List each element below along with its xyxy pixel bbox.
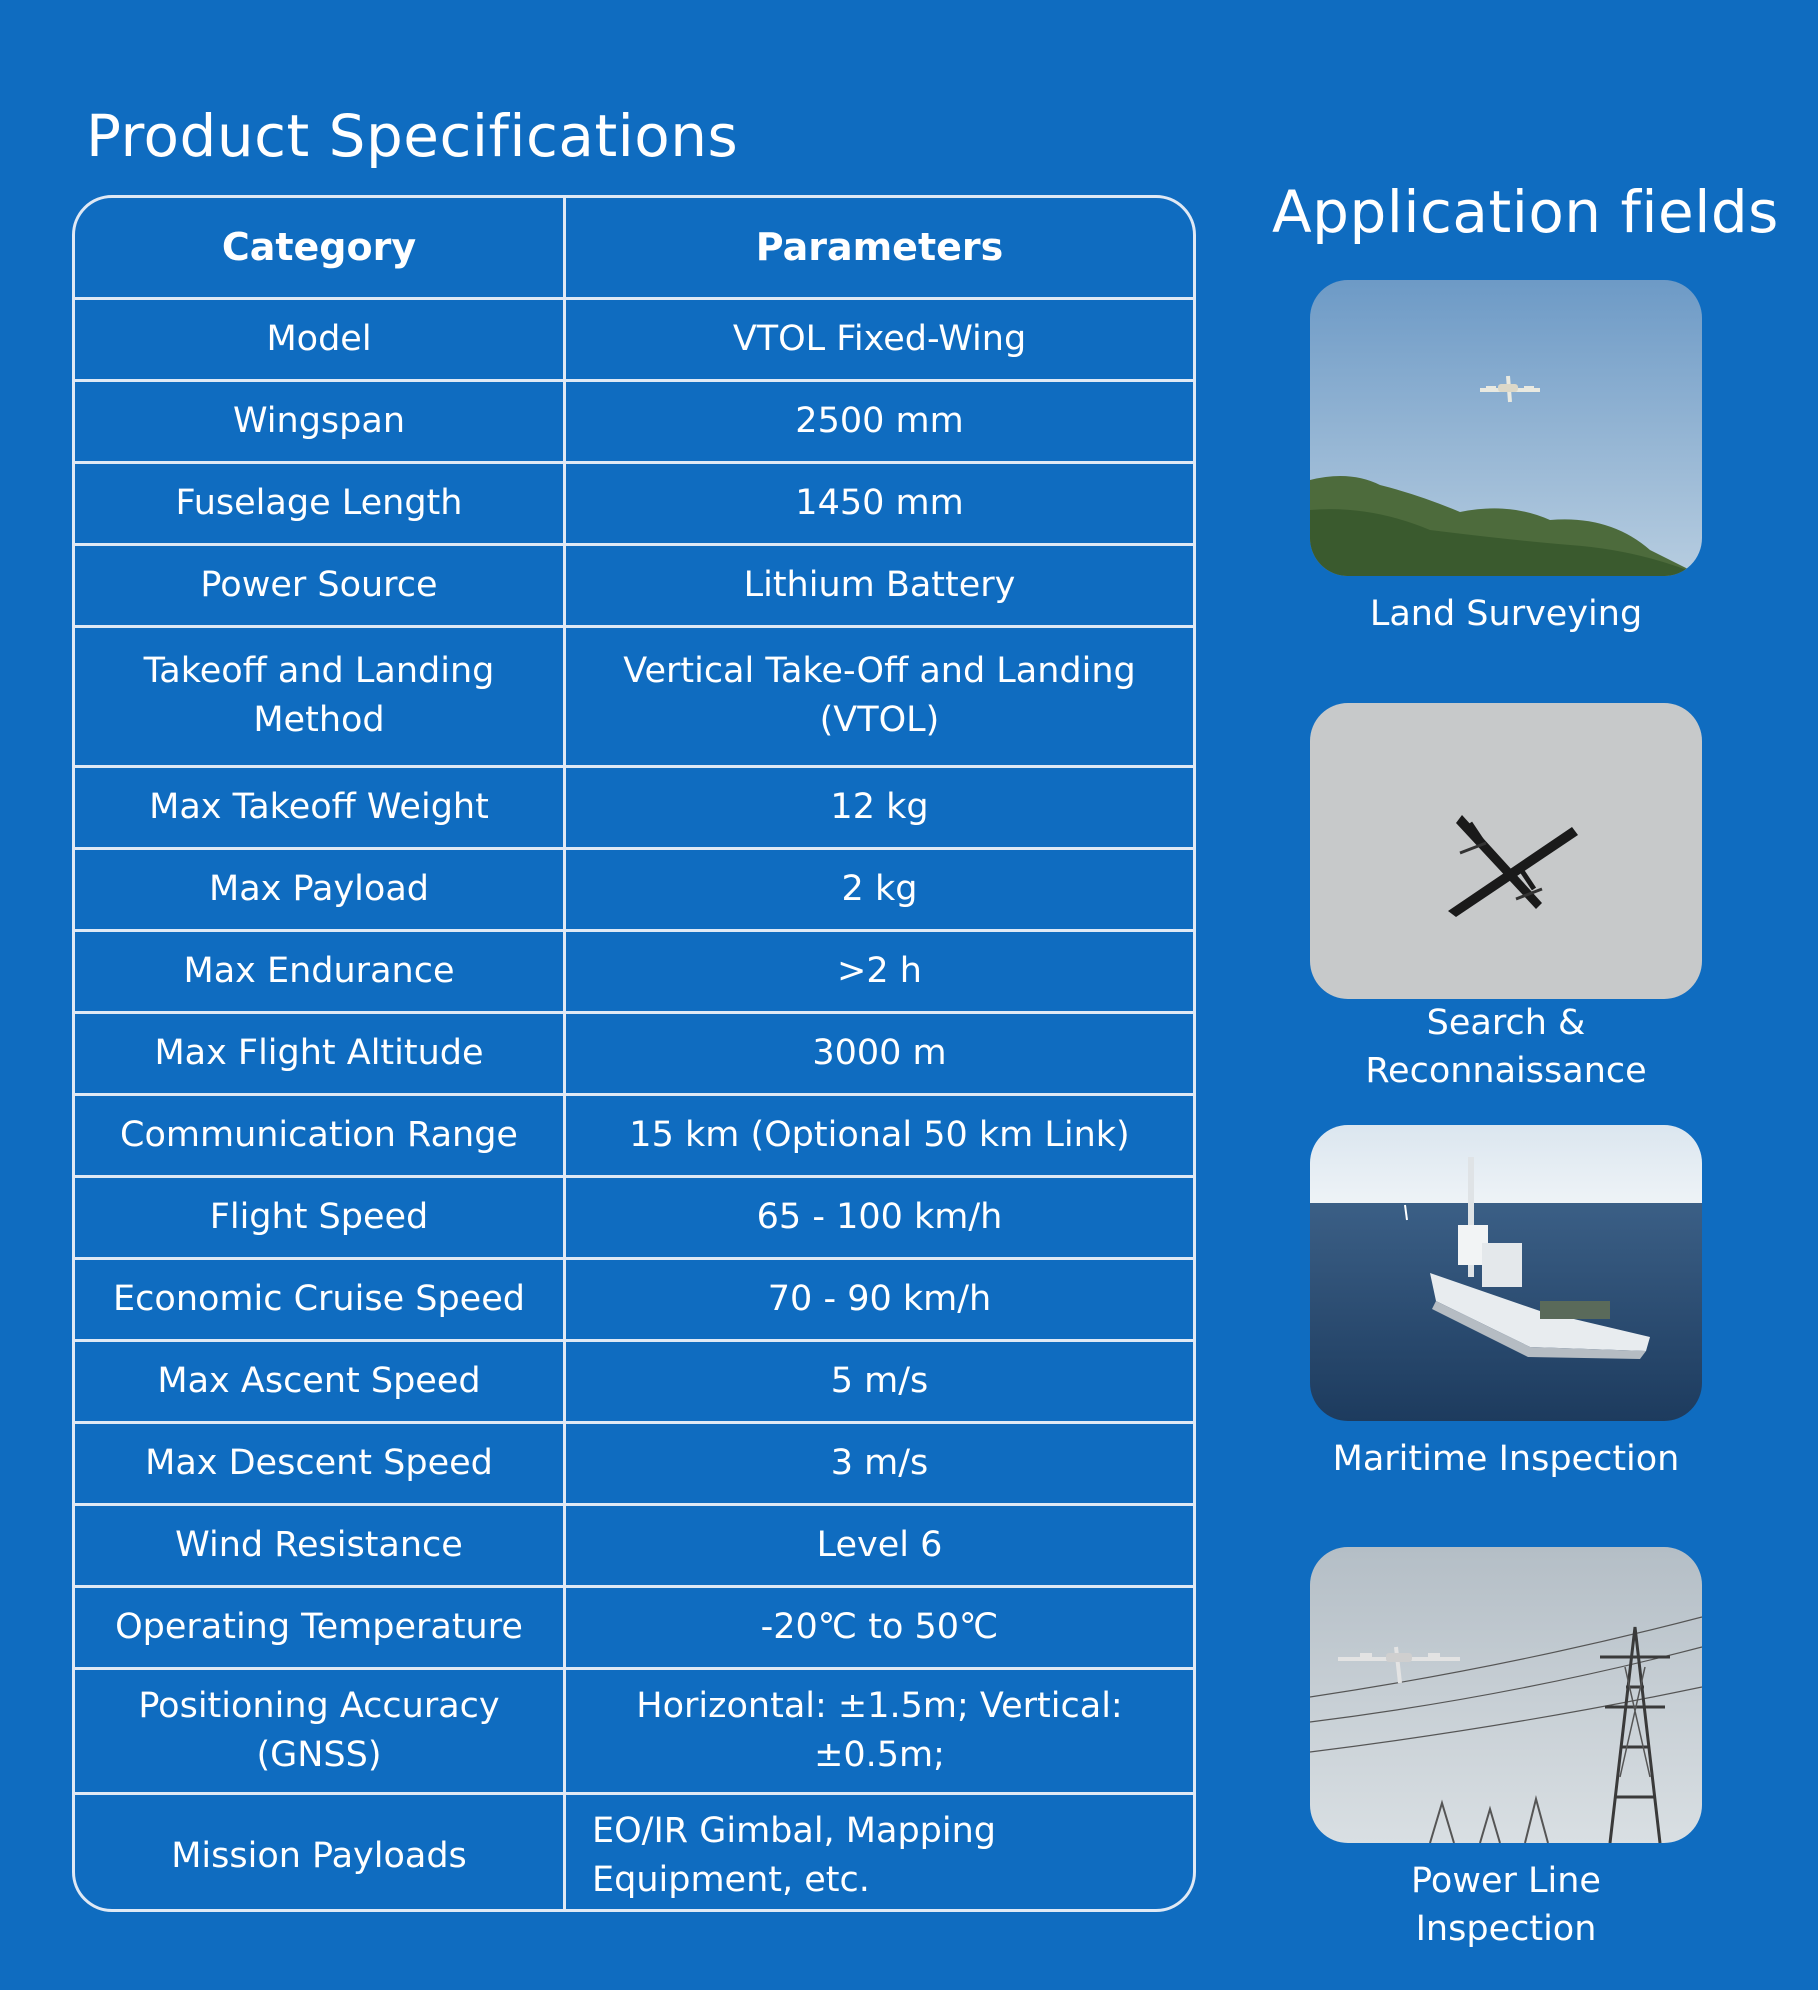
row-category: Max Flight Altitude — [75, 1012, 565, 1094]
row-category: Wingspan — [75, 380, 565, 462]
table-row — [75, 380, 1193, 462]
table-row — [75, 1422, 1193, 1504]
table-row — [75, 1793, 1193, 1912]
category-header: Category — [75, 198, 565, 298]
app-label: Land Surveying — [1369, 594, 1643, 634]
row-category: Power Source — [75, 544, 565, 626]
row-value: 12 kg — [565, 766, 1194, 848]
app-card-power-line-inspection — [1310, 1547, 1702, 1953]
row-category: Flight Speed — [75, 1176, 565, 1258]
drone-in-sky-photo — [1310, 703, 1702, 999]
applications-title: Application fields — [1272, 178, 1779, 246]
parameters-header: Parameters — [565, 198, 1194, 298]
table-row — [75, 930, 1193, 1012]
row-value: Level 6 — [565, 1504, 1194, 1586]
row-value: 15 km (Optional 50 km Link) — [565, 1094, 1194, 1176]
table-row — [75, 626, 1193, 766]
row-value: 3000 m — [565, 1012, 1194, 1094]
row-value: VTOL Fixed-Wing — [565, 298, 1194, 380]
row-category: Max Endurance — [75, 930, 565, 1012]
table-row — [75, 1094, 1193, 1176]
table-row — [75, 544, 1193, 626]
page-title: Product Specifications — [86, 102, 739, 170]
row-category: Model — [75, 298, 565, 380]
row-category: Max Descent Speed — [75, 1422, 565, 1504]
row-category: Economic Cruise Speed — [75, 1258, 565, 1340]
table-row — [75, 1176, 1193, 1258]
app-card-search-reconnaissance — [1310, 703, 1702, 1095]
row-value: >2 h — [565, 930, 1194, 1012]
row-category: Communication Range — [75, 1094, 565, 1176]
row-category: Max Takeoff Weight — [75, 766, 565, 848]
row-value: 1450 mm — [565, 462, 1194, 544]
row-value: Vertical Take-Off and Landing (VTOL) — [565, 626, 1194, 766]
table-row — [75, 1340, 1193, 1422]
table-row — [75, 1012, 1193, 1094]
row-category: Operating Temperature — [75, 1586, 565, 1668]
table-row — [75, 766, 1193, 848]
table-header-row — [75, 198, 1193, 298]
drone-over-hills-photo — [1310, 280, 1702, 576]
app-label: Search & Reconnaissance — [1365, 1003, 1647, 1091]
row-category: Wind Resistance — [75, 1504, 565, 1586]
row-value: Lithium Battery — [565, 544, 1194, 626]
ship-at-sea-photo — [1310, 1125, 1702, 1421]
row-category: Takeoff and Landing Method — [75, 626, 565, 766]
row-value: 2 kg — [565, 848, 1194, 930]
spec-table — [72, 195, 1196, 1912]
table-row — [75, 1586, 1193, 1668]
row-value: 5 m/s — [565, 1340, 1194, 1422]
row-value: 2500 mm — [565, 380, 1194, 462]
app-label: Power Line Inspection — [1411, 1861, 1601, 1949]
row-category: Mission Payloads — [75, 1793, 565, 1912]
row-value: Horizontal: ±1.5m; Vertical: ±0.5m; — [565, 1668, 1194, 1793]
table-row — [75, 298, 1193, 380]
table-row — [75, 848, 1193, 930]
row-category: Fuselage Length — [75, 462, 565, 544]
drone-near-power-tower-photo — [1310, 1547, 1702, 1843]
app-label: Maritime Inspection — [1332, 1439, 1680, 1479]
app-card-land-surveying — [1310, 280, 1702, 638]
app-card-maritime-inspection — [1310, 1125, 1702, 1483]
table-row — [75, 462, 1193, 544]
table-row — [75, 1258, 1193, 1340]
row-category: Max Payload — [75, 848, 565, 930]
table-row — [75, 1504, 1193, 1586]
table-row — [75, 1668, 1193, 1793]
row-value: 3 m/s — [565, 1422, 1194, 1504]
row-category: Max Ascent Speed — [75, 1340, 565, 1422]
row-value: 65 - 100 km/h — [565, 1176, 1194, 1258]
row-value: 70 - 90 km/h — [565, 1258, 1194, 1340]
row-category: Positioning Accuracy (GNSS) — [75, 1668, 565, 1793]
row-value: -20℃ to 50℃ — [565, 1586, 1194, 1668]
row-value: EO/IR Gimbal, Mapping Equipment, etc. — [592, 1811, 997, 1901]
